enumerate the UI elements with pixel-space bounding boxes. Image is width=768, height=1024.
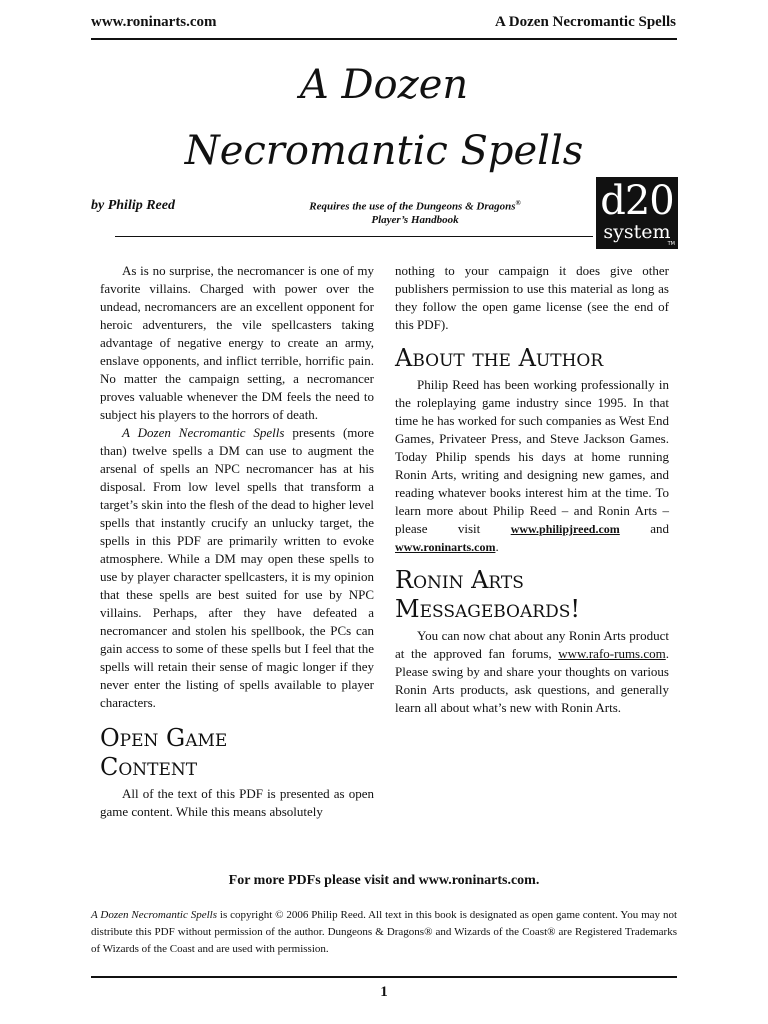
rafo-forums-link[interactable]: www.rafo-rums.com bbox=[558, 646, 666, 661]
copyright-notice bbox=[91, 907, 677, 958]
logo-trademark: TM bbox=[667, 241, 675, 247]
messageboards-text-1: You can now chat about any Ronin Arts product at the approved fan forums, bbox=[395, 628, 669, 661]
requirements-line1: Requires the use of the Dungeons & Dragons bbox=[309, 200, 516, 213]
intro-paragraph-2-text: presents (more than) twelve spells a DM can use to augment the arsenal of spells an NPC necromancer has at his disposal. From low level spells that transform a target’s skin into the flesh of the dead to higher level spells that instantly crucify an unlucky target, the spells in this PDF are primarily written to evoke atmosphere. While a DM may open these spells to use by player character spellcasters, it is my opinion that these spells are best suited for use by NPC villains. Perhaps, after they have defeated a necromancer and stolen his spellbook, the PCs can gain access to some of these spells but I feel that the spells will retain their sense of magic longer if they never enter the listing of spells available to player characters. bbox=[100, 425, 374, 710]
messageboards-heading bbox=[395, 566, 669, 624]
right-column bbox=[395, 262, 669, 717]
roninarts-link[interactable]: www.roninarts.com bbox=[395, 540, 496, 554]
header-rule bbox=[91, 38, 677, 40]
requirements-line2: Player’s Handbook bbox=[371, 213, 459, 226]
copyright-book-title: A Dozen Necromantic Spells bbox=[91, 909, 217, 921]
left-column bbox=[100, 262, 374, 821]
open-game-paragraph-continued: nothing to your campaign it does give other publishers permission to use this material as long as they follow the open game license (see the end of this PDF). bbox=[395, 263, 669, 332]
header-site-link[interactable]: www.roninarts.com bbox=[91, 14, 217, 30]
more-pdfs-promo: For more PDFs please visit and www.roninarts.com. bbox=[228, 873, 540, 888]
open-game-heading-line2: Content bbox=[100, 753, 198, 781]
open-game-heading-line1: Open Game bbox=[100, 724, 228, 752]
about-author-text: Philip Reed has been working professionally in the roleplaying game industry since 1995. In that time he has worked for such companies as West End Games, Privateer Press, and Steve Jackson Games. Today Philip spends his days at home running Ronin Arts, writing and designing new games, and reading whatever books interest him at the time. To learn more about Philip Reed – and Ronin Arts – please visit bbox=[395, 377, 669, 536]
page-title-line2: Necromantic Spells bbox=[184, 128, 584, 174]
page-title-line1: A Dozen bbox=[299, 62, 469, 108]
about-author-heading: About the Author bbox=[395, 344, 604, 372]
open-game-content-heading bbox=[100, 724, 374, 782]
about-author-paragraph bbox=[395, 376, 669, 556]
about-and-text: and bbox=[619, 521, 669, 536]
intro-paragraph-2 bbox=[100, 424, 374, 712]
messageboards-paragraph bbox=[395, 627, 669, 717]
page-number: 1 bbox=[380, 984, 388, 1000]
open-game-paragraph: All of the text of this PDF is presented as open game content. While this means absolutely bbox=[100, 786, 374, 819]
registered-mark: ® bbox=[515, 199, 521, 207]
logo-system-text: system bbox=[603, 221, 671, 243]
d20-system-logo bbox=[596, 177, 678, 249]
messageboards-text-2: . Please swing by and share your thoughts on various Ronin Arts products, ask questions, and generally learn all about what’s new with Ronin Arts. bbox=[395, 646, 669, 715]
messageboards-heading-line1: Ronin Arts bbox=[395, 566, 524, 594]
about-end-text: . bbox=[495, 539, 499, 554]
header-document-title: A Dozen Necromantic Spells bbox=[495, 14, 676, 30]
byline-rule bbox=[115, 236, 593, 237]
messageboards-heading-line2: Messageboards! bbox=[395, 595, 580, 623]
intro-book-title: A Dozen Necromantic Spells bbox=[122, 425, 285, 440]
author-byline: by Philip Reed bbox=[91, 198, 175, 213]
philipjreed-link[interactable]: www.philipjreed.com bbox=[510, 522, 620, 536]
copyright-text: is copyright © 2006 Philip Reed. All text in this book is designated as open game content. You may not distribute this PDF without permission of the author. Dungeons & Dragons® and Wizards of the Coast® are Registered Trademarks of Wizards of the Coast and are used with permission. bbox=[91, 909, 677, 955]
logo-d20-text: d20 bbox=[600, 178, 674, 224]
footer-rule bbox=[91, 976, 677, 978]
requirements-note bbox=[270, 197, 560, 227]
intro-paragraph-1: As is no surprise, the necromancer is one of my favorite villains. Charged with power over the undead, necromancers are an excellent opponent for heroic adventurers, the vile spellcasters taking advantage of negative energy to create an army, enslave opponents, and inflict terrible, horrific pain. No matter the campaign setting, a necromancer proves valuable whenever the DM feels the need to subject his players to the horrors of death. bbox=[100, 263, 374, 422]
